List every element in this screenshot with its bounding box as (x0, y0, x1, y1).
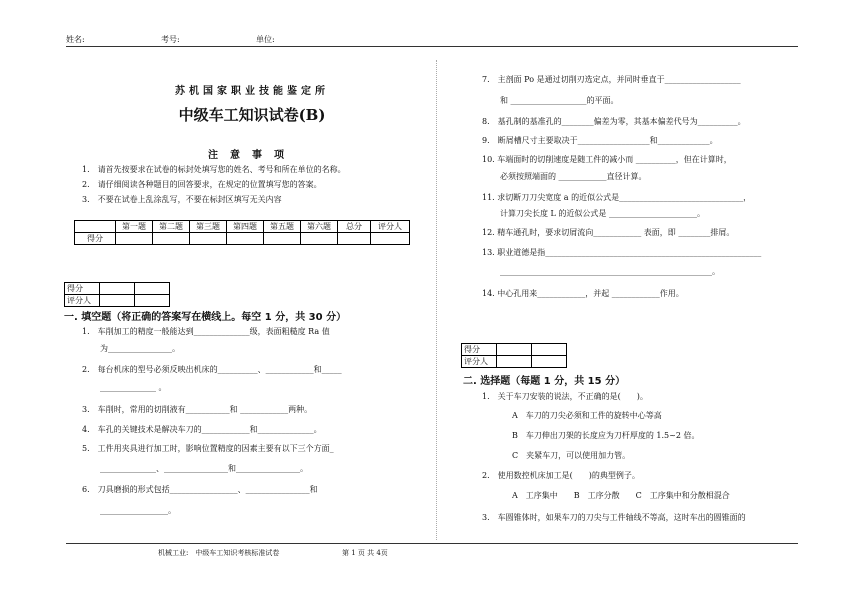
notice-heading: 注意事项 (208, 150, 296, 161)
footer-text: 机械工业: 中级车工知识考核标准试卷 (158, 549, 280, 557)
grader-label: 评分人 (65, 295, 100, 307)
grader-label: 评分人 (462, 356, 497, 368)
score-row-label: 得分 (75, 233, 116, 245)
choice-option: A 车刀的刀尖必须和工件的旋转中心等高 (512, 411, 662, 420)
choice-option: A 工序集中 B 工序分散 C 工序集中和分散相混合 (512, 491, 730, 500)
question-6: 6. 刀具磨损的形式包括_________________、________________和 (82, 485, 318, 494)
score-col: 第六题 (301, 221, 338, 233)
score-label: 得分 (462, 344, 497, 356)
question-10-cont: 必须按照端面的 ____________直径计算。 (500, 172, 647, 181)
section2-score-box (461, 343, 567, 368)
unit-label: 单位: (256, 35, 275, 44)
score-col: 第二题 (153, 221, 190, 233)
score-table (74, 220, 410, 245)
header-rule (66, 46, 798, 47)
notice-item: 2. 请仔细阅读各种题目的回答要求，在规定的位置填写您的答案。 (82, 180, 322, 189)
notice-item: 3. 不要在试卷上乱涂乱写，不要在标封区填写无关内容 (82, 195, 282, 204)
choice-option: C 夹紧车刀，可以使用加力管。 (512, 451, 631, 460)
question-13-cont: _____________________________________________________。 (500, 267, 720, 276)
question-9: 9. 断屑槽尺寸主要取决于__________________和_____________。 (482, 136, 718, 145)
question-5-cont: ______________、________________和________________。 (100, 464, 308, 473)
question-10: 10. 车端面时的切削速度是随工件的减小而 __________，但在计算时， (482, 155, 732, 164)
question-11: 11. 求切断刀刀尖宽度 a 的近似公式是_______________________________， (482, 193, 752, 202)
score-col: 第五题 (264, 221, 301, 233)
question-1-cont: 为________________。 (100, 344, 180, 353)
question-14: 14. 中心孔用来____________，并起 ____________作用。 (482, 289, 684, 298)
page-number: 第 1 页 共 4页 (342, 549, 388, 557)
question-2-cont: ______________ 。 (100, 383, 167, 392)
choice-option: B 车刀伸出刀架的长度应为刀杆厚度的 1.5~2 倍。 (512, 431, 700, 440)
score-col: 第三题 (190, 221, 227, 233)
notice-item: 1. 请首先按要求在试卷的标封处填写您的姓名、考号和所在单位的名称。 (82, 165, 346, 174)
choice-question-3: 3. 车圆锥体时，如果车刀的刀尖与工件轴线不等高，这时车出的圆锥面的 (482, 513, 746, 522)
choice-question-2: 2. 使用数控机床加工是( )的典型例子。 (482, 471, 640, 480)
question-2: 2. 每台机床的型号必须反映出机床的__________、____________和_____ (82, 365, 342, 374)
question-6-cont: _________________。 (100, 506, 176, 515)
name-label: 姓名: (66, 35, 85, 44)
footer-rule (66, 543, 798, 544)
header-fields (66, 34, 275, 45)
org-name: 苏机国家职业技能鉴定所 (175, 86, 329, 97)
score-col: 第四题 (227, 221, 264, 233)
exam-title: 中级车工知识试卷(B) (178, 106, 326, 124)
question-12: 12. 精车通孔时，要求切屑流向____________ 表面，即 ________排屑。 (482, 228, 735, 237)
section2-title: 二. 选择题（每题 1 分，共 15 分） (463, 376, 626, 387)
question-5: 5. 工件用夹具进行加工时，影响位置精度的因素主要有以下三个方面_ (82, 444, 334, 453)
score-label: 得分 (65, 283, 100, 295)
section1-score-box (64, 282, 170, 307)
id-label: 考号: (161, 35, 180, 44)
section1-title: 一. 填空题（将正确的答案写在横线上。每空 1 分，共 30 分） (64, 312, 347, 323)
question-3: 3. 车削时，常用的切削液有___________和 ____________两种。 (82, 405, 313, 414)
choice-question-1: 1. 关于车刀安装的说法，不正确的是( )。 (482, 392, 648, 401)
question-7: 7. 主剖面 Po 是通过切削刃选定点，并同时垂直于___________________ (482, 75, 741, 84)
question-11-cont: 计算刀尖长度 L 的近似公式是 ______________________。 (500, 209, 705, 218)
column-divider (436, 60, 437, 540)
question-7-cont: 和 ___________________的平面。 (500, 96, 619, 105)
score-col: 第一题 (116, 221, 153, 233)
score-col: 总分 (338, 221, 371, 233)
question-13: 13. 职业道德是指______________________________________________________ (482, 248, 762, 257)
score-col: 评分人 (371, 221, 410, 233)
question-1: 1. 车削加工的精度一般能达到______________级，表面粗糙度 Ra 值 (82, 327, 330, 336)
question-8: 8. 基孔制的基准孔的________偏差为零，其基本偏差代号为__________。 (482, 117, 746, 126)
question-4: 4. 车孔的关键技术是解决车刀的____________和______________。 (82, 425, 322, 434)
